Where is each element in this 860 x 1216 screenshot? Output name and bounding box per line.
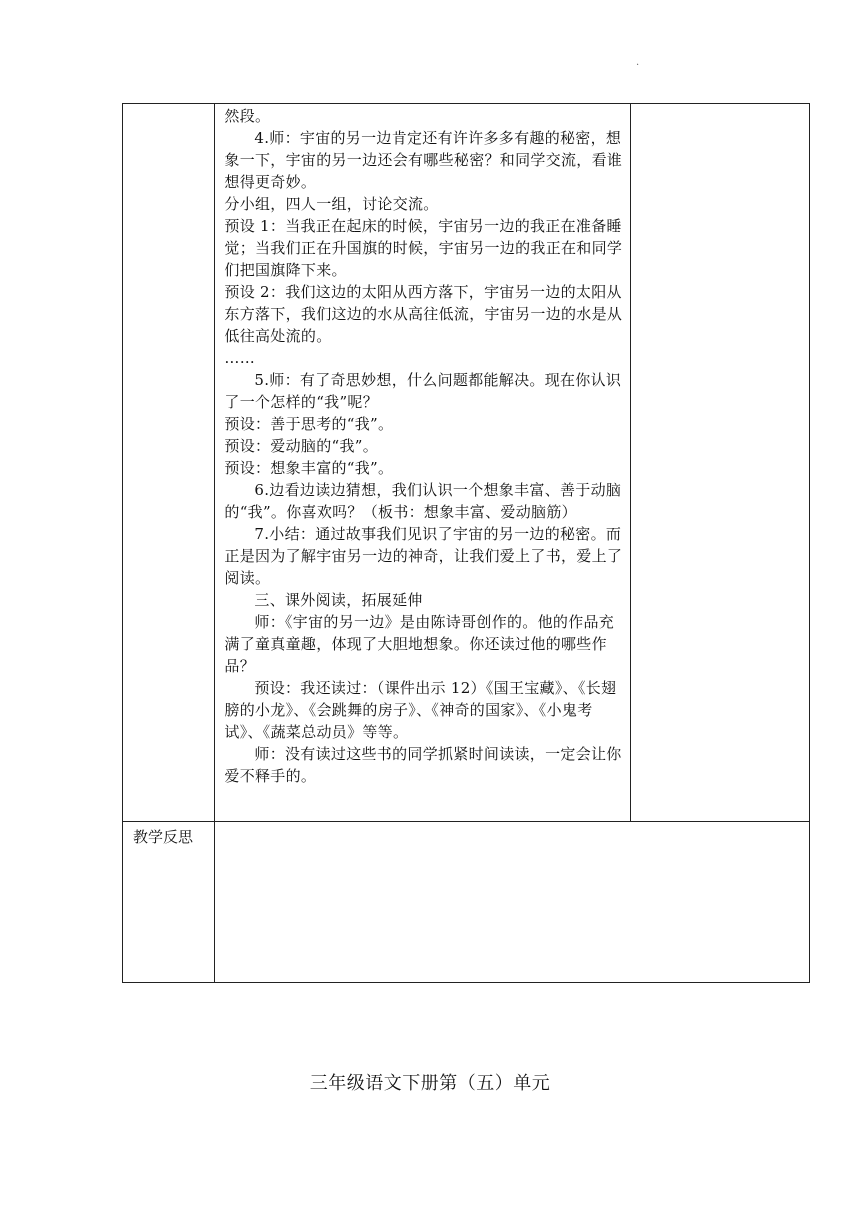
lesson-paragraph: 师：《宇宙的另一边》是由陈诗哥创作的。他的作品充满了童真童趣，体现了大胆地想象。你还读过他的哪些作品？ <box>224 613 615 675</box>
lesson-paragraph: 三、课外阅读，拓展延伸 <box>254 591 423 609</box>
lesson-paragraph: 7.小结：通过故事我们见识了宇宙的另一边的秘密。而正是因为了解宇宙另一边的神奇，让我们爱上了书，爱上了阅读。 <box>224 525 623 587</box>
reflection-content-cell <box>215 822 810 983</box>
reflection-label: 教学反思 <box>133 828 194 846</box>
lesson-paragraph: 预设：善于思考的“我”。 <box>224 415 394 433</box>
reflection-label-cell <box>123 822 215 983</box>
lesson-paragraph: 预设 2：我们这边的太阳从西方落下，宇宙另一边的太阳从东方落下，我们这边的水从高往低流，宇宙另一边的水是从低往高处流的。 <box>224 283 623 345</box>
lesson-paragraph: 预设：想象丰富的“我”。 <box>224 459 394 477</box>
page-mark: . <box>636 57 640 68</box>
lesson-paragraph: 预设 1：当我正在起床的时候，宇宙另一边的我正在准备睡觉；当我们正在升国旗的时候，宇宙另一边的我正在和同学们把国旗降下来。 <box>224 217 623 279</box>
lesson-paragraph: 4.师：宇宙的另一边肯定还有许许多多有趣的秘密，想象一下，宇宙的另一边还会有哪些秘密？和同学交流，看谁想得更奇妙。 <box>224 129 623 191</box>
lesson-paragraph: 5.师：有了奇思妙想，什么问题都能解决。现在你认识了一个怎样的“我”呢？ <box>224 371 622 411</box>
lesson-content-cell <box>215 104 631 822</box>
process-label-cell <box>123 104 215 822</box>
lesson-paragraphs <box>215 104 630 787</box>
lesson-paragraph: 师：没有读过这些书的同学抓紧时间读读，一定会让你爱不释手的。 <box>224 745 622 785</box>
lesson-paragraph: 然段。 <box>224 107 271 125</box>
lesson-paragraph: 6.边看边读边猜想，我们认识一个想象丰富、善于动脑的“我”。你喜欢吗？（板书：想象丰富、爱动脑筋） <box>224 481 622 521</box>
lesson-paragraph: 预设：我还读过：（课件出示 12）《国王宝藏》、《长翅膀的小龙》、《会跳舞的房子》、《神奇的国家》、《小鬼考试》、《蔬菜总动员》等等。 <box>224 679 617 741</box>
notes-cell <box>631 104 810 822</box>
lesson-paragraph: 分小组，四人一组，讨论交流。 <box>224 195 439 213</box>
lesson-plan-table <box>122 103 810 983</box>
lesson-paragraph: 预设：爱动脑的“我”。 <box>224 437 379 455</box>
lesson-process-row <box>123 104 810 822</box>
unit-title: 三年级语文下册第（五）单元 <box>309 1073 551 1094</box>
reflection-row <box>123 822 810 983</box>
lesson-paragraph: …… <box>224 349 255 367</box>
